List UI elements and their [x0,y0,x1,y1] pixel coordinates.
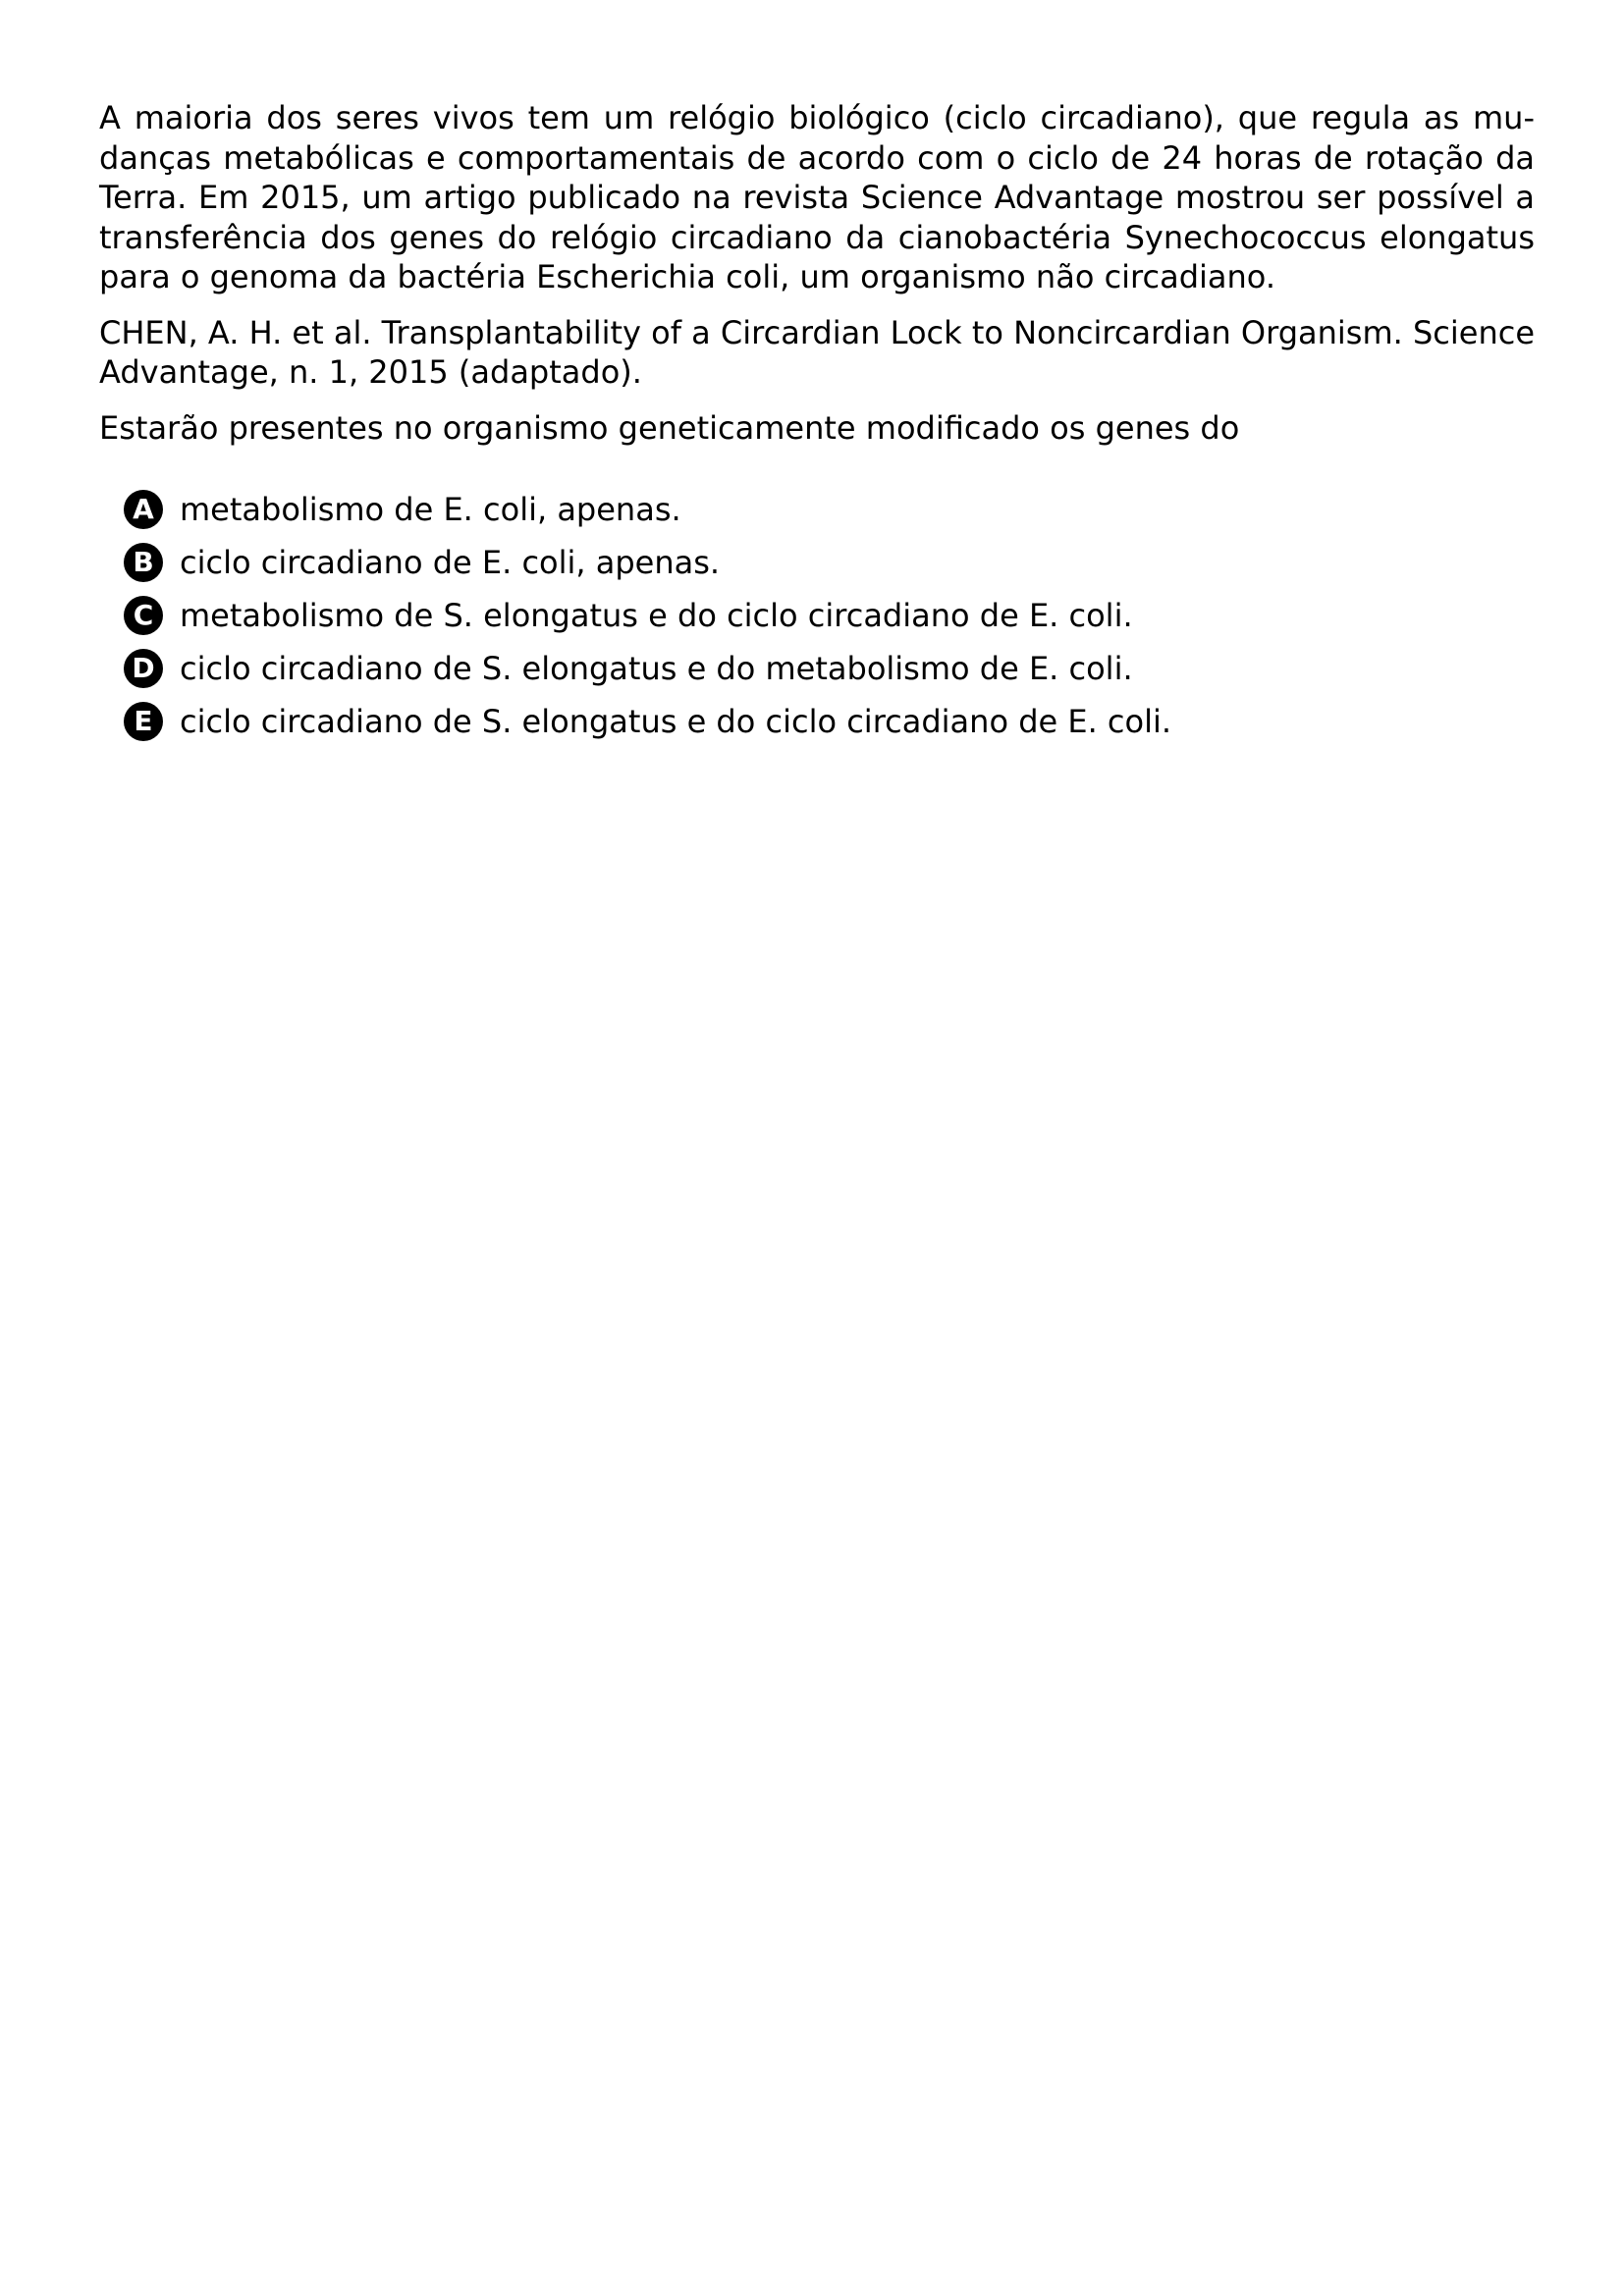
answer-options [99,483,1535,748]
question-document [99,98,1535,748]
question-stem: Estarão presentes no organismo geneticamente modificado os genes do [99,408,1240,447]
option-d[interactable] [124,642,1535,695]
option-text: ciclo circadiano de S. elongatus e do metabolismo de E. coli. [180,650,1133,687]
citation-text: CHEN, A. H. et al. Transplantability of a Circardian Lock to Noncircardian Organism. Science Advantage, n. 1, 2015 (adaptado). [99,313,1536,391]
option-letter-badge: D [124,649,163,688]
option-a[interactable] [124,483,1535,536]
option-letter-badge: C [124,596,163,635]
option-text: ciclo circadiano de S. elongatus e do ciclo circadiano de E. coli. [180,703,1172,740]
option-e[interactable] [124,695,1535,748]
option-letter-badge: B [124,543,163,582]
option-letter-badge: A [124,490,163,529]
passage-text: A maioria dos seres vivos tem um relógio biológico (ciclo circadiano), que regula as mudanças metabólicas e comportamentais de acordo com o ciclo de 24 horas de rotação da Terra. Em 2015, um artigo publicado na revista Science Advantage mostrou ser possível a transferência dos genes do relógio circadiano da cianobactéria Synechococcus elongatus para o genoma da bactéria Escherichia coli, um organismo não circadiano. [99,99,1535,295]
option-b[interactable] [124,536,1535,589]
option-c[interactable] [124,589,1535,642]
option-text: ciclo circadiano de E. coli, apenas. [180,544,721,581]
option-text: metabolismo de E. coli, apenas. [180,491,681,528]
option-text: metabolismo de S. elongatus e do ciclo circadiano de E. coli. [180,597,1133,634]
option-letter-badge: E [124,702,163,741]
